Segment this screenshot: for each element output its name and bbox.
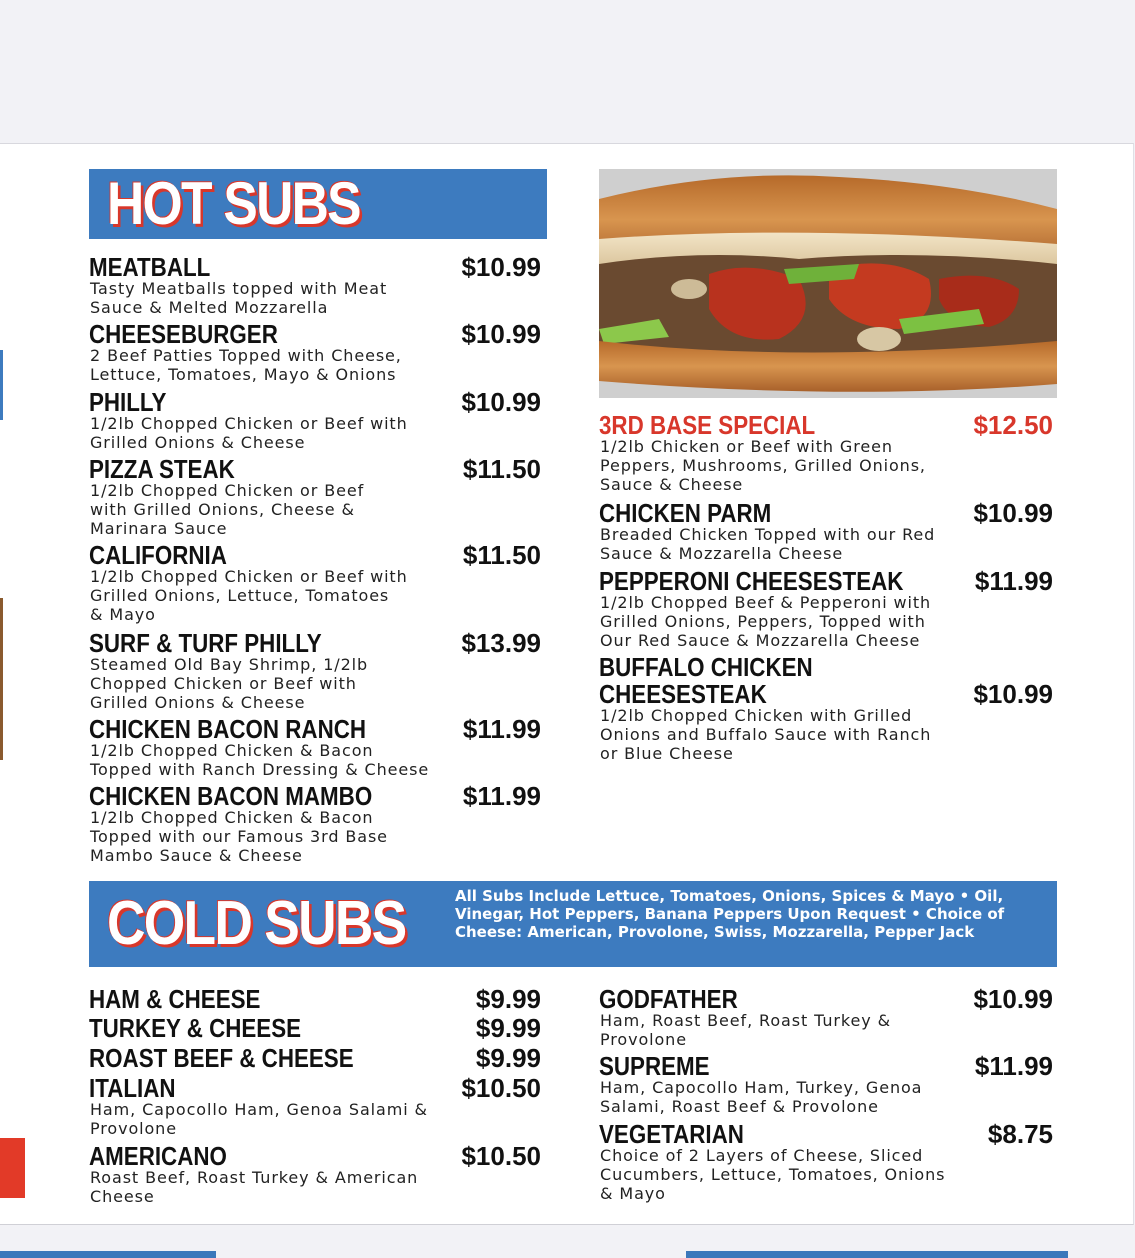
item-name: PEPPERONI CHEESESTEAK (599, 566, 904, 596)
item-description: 1/2lb Chopped Chicken & Bacon Topped with our Famous 3rd Base Mambo Sauce & Cheese (90, 808, 388, 865)
item-name: ITALIAN (89, 1073, 176, 1103)
item-price: $10.99 (973, 679, 1053, 709)
next-page-bar-right (686, 1251, 1068, 1258)
item-description: Breaded Chicken Topped with our Red Sauce & Mozzarella Cheese (600, 525, 936, 563)
item-name: PHILLY (89, 387, 167, 417)
item-name: CHICKEN PARM (599, 498, 772, 528)
item-description: Roast Beef, Roast Turkey & American Cheese (90, 1168, 419, 1206)
item-name-line2: CHEESESTEAK (599, 679, 767, 709)
adjacent-page-edge (0, 350, 3, 420)
next-page-bar-left (0, 1251, 216, 1258)
item-description: 1/2lb Chopped Chicken or Beef with Grilled Onions & Cheese (90, 414, 408, 452)
item-price: $10.99 (461, 319, 541, 349)
item-price: $12.50 (973, 410, 1053, 440)
item-name: MEATBALL (89, 252, 211, 282)
cold-subs-title: COLD SUBS (107, 889, 406, 958)
menu-item-supreme (599, 1051, 1053, 1116)
item-description: 1/2lb Chopped Beef & Pepperoni with Grilled Onions, Peppers, Topped with Our Red Sauce & Mozzarella Cheese (600, 593, 932, 650)
menu-item-surf-turf-philly (89, 630, 541, 710)
cheesesteak-photo-icon (599, 169, 1057, 398)
item-price: $11.50 (462, 540, 541, 570)
menu-item-chicken-parm (599, 498, 1053, 563)
item-price: $11.50 (462, 454, 541, 484)
item-description: 1/2lb Chopped Chicken & Bacon Topped with Ranch Dressing & Cheese (90, 741, 430, 779)
item-price: $11.99 (462, 781, 541, 811)
menu-item-philly (89, 387, 541, 452)
item-name: VEGETARIAN (599, 1119, 744, 1149)
item-price: $11.99 (974, 566, 1053, 596)
item-price: $9.99 (475, 984, 541, 1014)
item-name: CHICKEN BACON RANCH (89, 714, 367, 744)
item-name: GODFATHER (599, 984, 738, 1014)
item-name: CHICKEN BACON MAMBO (89, 781, 373, 811)
item-name: AMERICANO (89, 1141, 227, 1171)
item-price: $13.99 (461, 628, 541, 658)
item-price: $9.99 (475, 1043, 541, 1073)
item-price: $10.99 (461, 252, 541, 282)
item-price: $11.99 (974, 1051, 1053, 1081)
item-price: $10.50 (461, 1141, 541, 1171)
item-price: $10.50 (461, 1073, 541, 1103)
menu-item-pepperoni-cheesesteak (599, 568, 1053, 648)
item-price: $9.99 (475, 1013, 541, 1043)
cold-subs-note: All Subs Include Lettuce, Tomatoes, Onions, Spices & Mayo • Oil, Vinegar, Hot Peppers, Banana Peppers Upon Request • Choice of Cheese: American, Provolone, Swiss, Mozzarella, Pepper Jack (455, 887, 1005, 941)
menu-item-buffalo-chicken-cheesesteak (599, 654, 1053, 764)
item-price: $10.99 (973, 498, 1053, 528)
item-description: 1/2lb Chopped Chicken or Beef with Grilled Onions, Lettuce, Tomatoes & Mayo (90, 567, 408, 624)
item-description: 2 Beef Patties Topped with Cheese, Lettuce, Tomatoes, Mayo & Onions (90, 346, 402, 384)
menu-item-cheeseburger (89, 319, 541, 384)
item-name: CHEESEBURGER (89, 319, 278, 349)
menu-item-chicken-bacon-ranch (89, 714, 541, 779)
item-name: TURKEY & CHEESE (89, 1013, 302, 1043)
menu-item-california (89, 542, 541, 622)
menu-item-americano (89, 1141, 541, 1206)
item-name: ROAST BEEF & CHEESE (89, 1043, 354, 1073)
menu-item-3rd-base-special (599, 412, 1053, 492)
hot-subs-title: HOT SUBS (107, 170, 360, 237)
menu-item-vegetarian (599, 1121, 1053, 1205)
item-name: PIZZA STEAK (89, 454, 235, 484)
item-price: $10.99 (461, 387, 541, 417)
item-name: CALIFORNIA (89, 540, 227, 570)
item-description: Ham, Capocollo Ham, Genoa Salami & Provolone (90, 1100, 428, 1138)
adjacent-page-red-edge (0, 1138, 25, 1198)
item-description: Steamed Old Bay Shrimp, 1/2lb Chopped Chicken or Beef with Grilled Onions & Cheese (90, 655, 369, 712)
menu-item-roast-beef-cheese (89, 1045, 541, 1073)
menu-item-ham-cheese (89, 986, 541, 1014)
cold-subs-banner (89, 881, 1057, 967)
item-name: SUPREME (599, 1051, 710, 1081)
sub-sandwich-icon (599, 169, 1057, 398)
menu-item-chicken-bacon-mambo (89, 783, 541, 863)
item-description: Ham, Capocollo Ham, Turkey, Genoa Salami, Roast Beef & Provolone (600, 1078, 923, 1116)
item-price: $8.75 (987, 1119, 1053, 1149)
item-description: Ham, Roast Beef, Roast Turkey & Provolone (600, 1011, 891, 1049)
menu-item-meatball (89, 252, 541, 317)
item-description: Tasty Meatballs topped with Meat Sauce & Melted Mozzarella (90, 279, 388, 317)
item-name: HAM & CHEESE (89, 984, 261, 1014)
item-price: $11.99 (462, 714, 541, 744)
item-description: 1/2lb Chopped Chicken or Beef with Grilled Onions, Cheese & Marinara Sauce (90, 481, 365, 538)
item-name: 3RD BASE SPECIAL (599, 410, 816, 440)
item-description: 1/2lb Chicken or Beef with Green Peppers, Mushrooms, Grilled Onions, Sauce & Cheese (600, 437, 926, 494)
hot-subs-banner (89, 169, 547, 239)
adjacent-page-photo-edge (0, 598, 3, 760)
menu-item-turkey-cheese (89, 1015, 541, 1043)
menu-item-pizza-steak (89, 456, 541, 536)
item-description: Choice of 2 Layers of Cheese, Sliced Cucumbers, Lettuce, Tomatoes, Onions & Mayo (600, 1146, 946, 1203)
item-price: $10.99 (973, 984, 1053, 1014)
item-name: SURF & TURF PHILLY (89, 628, 322, 658)
item-name: BUFFALO CHICKEN (599, 652, 813, 682)
menu-item-italian (89, 1073, 541, 1138)
item-description: 1/2lb Chopped Chicken with Grilled Onions and Buffalo Sauce with Ranch or Blue Cheese (600, 706, 932, 763)
menu-item-godfather (599, 984, 1053, 1049)
